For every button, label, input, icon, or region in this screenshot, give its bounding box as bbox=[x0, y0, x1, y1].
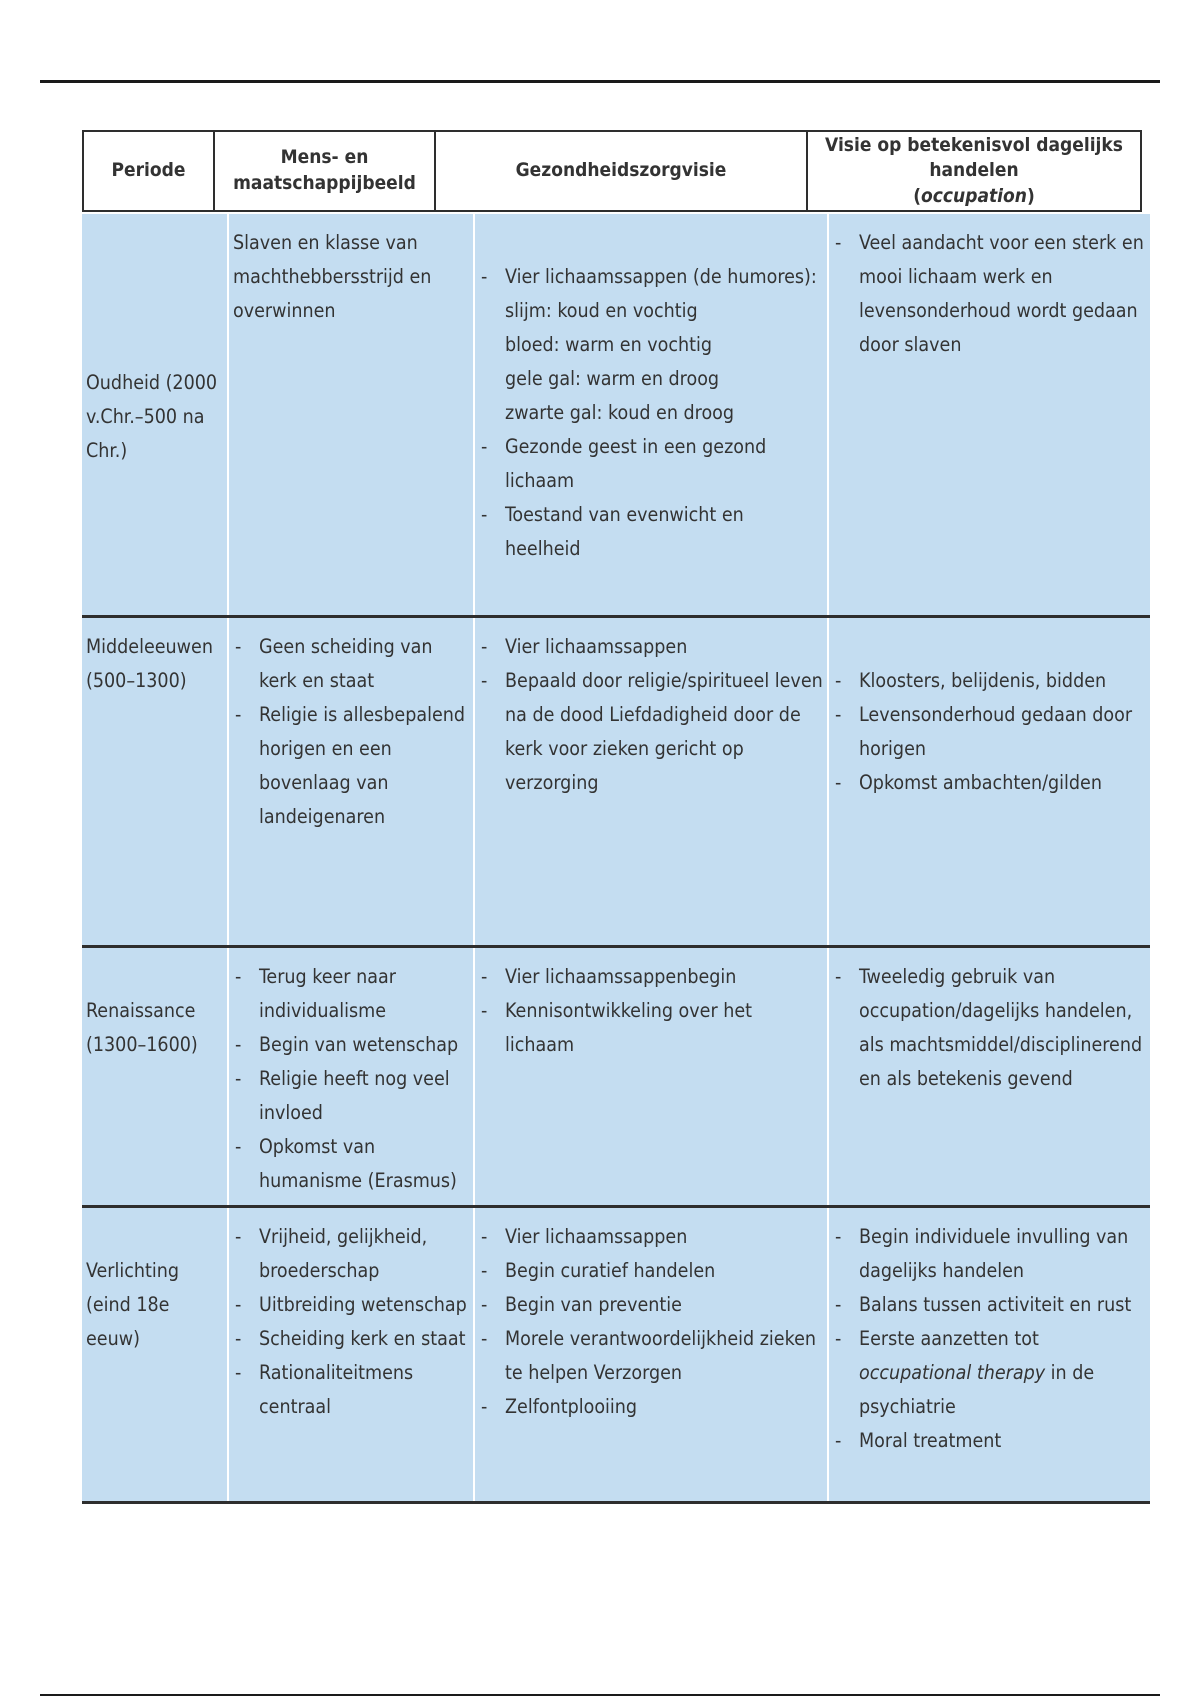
list-item: - Opkomst van humanisme (Erasmus) bbox=[233, 1130, 469, 1198]
zorg-cell bbox=[475, 1208, 829, 1501]
header-visie bbox=[808, 132, 1140, 210]
list-item: - Levensonderhoud gedaan door horigen bbox=[833, 698, 1146, 766]
list-item: - Opkomst ambachten/gilden bbox=[833, 766, 1146, 800]
list-item: bloed: warm en vochtig bbox=[505, 333, 713, 356]
list-item: - Geen scheiding van kerk en staat bbox=[233, 630, 469, 698]
table-header bbox=[82, 130, 1142, 212]
list-item: - Vier lichaamssappen (de humores): bbox=[479, 260, 823, 294]
history-table bbox=[82, 214, 1150, 1504]
period-cell bbox=[82, 948, 229, 1205]
table-row bbox=[82, 214, 1150, 618]
list-item: - Bepaald door religie/spiritueel leven na de dood Liefdadigheid door de kerk voor zieken gericht op verzorging bbox=[479, 664, 823, 800]
period-cell bbox=[82, 618, 229, 945]
list-item: - Kennisontwikkeling over het lichaam bbox=[479, 994, 823, 1062]
zorg-cell bbox=[475, 618, 829, 945]
header-zorg-label: Gezondheidszorgvisie bbox=[515, 159, 727, 182]
list-item: - Toestand van evenwicht en heelheid bbox=[479, 498, 823, 566]
list-item: - Vier lichaamssappen bbox=[479, 630, 823, 664]
header-visie-line2 bbox=[808, 184, 1140, 210]
table-row bbox=[82, 618, 1150, 948]
list-item: - Veel aandacht voor een sterk en mooi lichaam werk en levensonderhoud wordt gedaan door slaven bbox=[833, 226, 1146, 362]
visie-cell bbox=[829, 948, 1150, 1205]
list-item: - Begin van wetenschap bbox=[233, 1028, 469, 1062]
list-item: - Vrijheid, gelijkheid, broederschap bbox=[233, 1220, 469, 1288]
list-item: - Terug keer naar individualisme bbox=[233, 960, 469, 1028]
period-label: Oudheid (2000 v.Chr.–500 na Chr.) bbox=[86, 370, 218, 462]
list-item: - Begin individuele invulling van dagelijks handelen bbox=[833, 1220, 1146, 1288]
period-label: Middeleeuwen (500–1300) bbox=[86, 635, 213, 692]
mens-cell bbox=[229, 618, 475, 945]
list-item bbox=[833, 1322, 1146, 1424]
period-cell bbox=[82, 1208, 229, 1501]
mens-text: Slaven en klasse van machthebbersstrijd en overwinnen bbox=[233, 231, 432, 322]
list-item: - Religie is allesbepalend horigen en een bovenlaag van landeigenaren bbox=[233, 698, 469, 834]
bottom-rule bbox=[40, 1694, 1160, 1696]
mens-cell bbox=[229, 1208, 475, 1501]
period-label-sub: (eind 18e eeuw) bbox=[86, 1293, 170, 1350]
rich-text-before: Eerste aanzetten tot bbox=[859, 1327, 1039, 1350]
list-item: - Kloosters, belijdenis, bidden bbox=[833, 664, 1146, 698]
list-item: - Religie heeft nog veel invloed bbox=[233, 1062, 469, 1130]
list-item: - Vier lichaamssappenbegin bbox=[479, 960, 823, 994]
header-mens bbox=[215, 132, 436, 210]
rich-text-after: in de psychiatrie bbox=[859, 1361, 1095, 1418]
table-row bbox=[82, 1208, 1150, 1504]
list-item: - Tweeledig gebruik van occupation/dagelijks handelen, als machtsmiddel/disciplinerend en als betekenis gevend bbox=[833, 960, 1146, 1096]
list-item: - Zelfontplooiing bbox=[479, 1390, 823, 1424]
header-visie-italic: occupation bbox=[921, 184, 1027, 207]
list-item: - Balans tussen activiteit en rust bbox=[833, 1288, 1146, 1322]
visie-cell bbox=[829, 214, 1150, 615]
header-zorg bbox=[436, 132, 808, 210]
header-period-label: Periode bbox=[111, 159, 186, 182]
list-item: - Uitbreiding wetenschap bbox=[233, 1288, 469, 1322]
list-item: slijm: koud en vochtig bbox=[505, 299, 698, 322]
header-mens-line1: Mens- en bbox=[280, 146, 369, 169]
zorg-cell bbox=[475, 214, 829, 615]
list-item: - Morele verantwoordelijkheid zieken te helpen Verzorgen bbox=[479, 1322, 823, 1390]
list-item: - Gezonde geest in een gezond lichaam bbox=[479, 430, 823, 498]
period-cell bbox=[82, 214, 229, 615]
rich-text-italic: occupational therapy bbox=[859, 1361, 1046, 1384]
zorg-cell bbox=[475, 948, 829, 1205]
list-item: - Vier lichaamssappen bbox=[479, 1220, 823, 1254]
visie-cell bbox=[829, 618, 1150, 945]
list-item: - Begin van preventie bbox=[479, 1288, 823, 1322]
list-item: - Begin curatief handelen bbox=[479, 1254, 823, 1288]
top-rule bbox=[40, 80, 1160, 83]
list-item: - Rationaliteitmens centraal bbox=[233, 1356, 469, 1424]
period-label: Verlichting bbox=[86, 1259, 180, 1282]
mens-cell bbox=[229, 214, 475, 615]
list-item: gele gal: warm en droog bbox=[505, 367, 720, 390]
header-period bbox=[84, 132, 215, 210]
list-item: zwarte gal: koud en droog bbox=[505, 401, 735, 424]
paren-open: ( bbox=[913, 184, 922, 207]
table-row bbox=[82, 948, 1150, 1208]
header-visie-line1: Visie op betekenisvol dagelijks handelen bbox=[825, 133, 1123, 182]
list-item: - Moral treatment bbox=[833, 1424, 1146, 1458]
header-mens-line2: maatschappijbeeld bbox=[233, 172, 416, 194]
list-item: - Scheiding kerk en staat bbox=[233, 1322, 469, 1356]
period-label: Renaissance (1300–1600) bbox=[86, 999, 198, 1056]
visie-cell bbox=[829, 1208, 1150, 1501]
mens-cell bbox=[229, 948, 475, 1205]
paren-close: ) bbox=[1026, 184, 1035, 207]
